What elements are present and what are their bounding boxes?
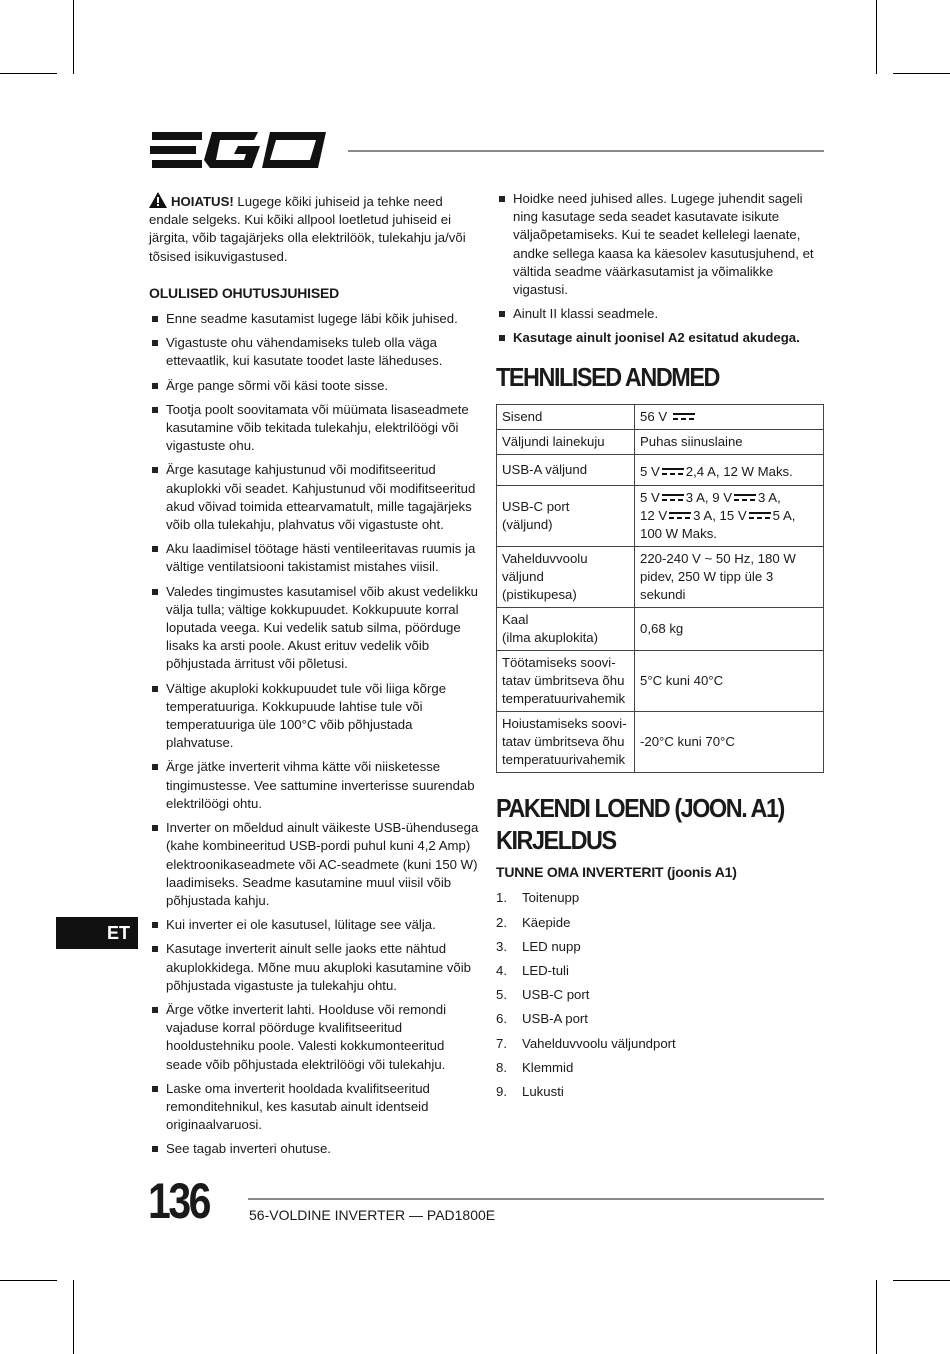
warning-label: HOIATUS! [171,194,234,209]
crop-mark [0,1280,57,1281]
header-rule [348,150,824,152]
table-row [497,607,824,650]
description-subheading: TUNNE OMA INVERTERIT (joonis A1) [496,864,737,881]
table-row [497,429,824,454]
crop-mark [876,0,877,74]
footer-title: 56-VOLDINE INVERTER — PAD1800E [249,1207,496,1223]
spec-label: Töötamiseks soovi- tatav ümbritseva õhu temperatuurivahemik [497,650,635,711]
list-item: Valedes tingimustes kasutamisel võib akust vedelikku välja tulla; vältige kokkupuudet. Kokkupuute korral loputada veega. Kui vedelik satub silma, pöörduge lisaks ka arsti poole. Akust erituv vedelik võib põhjustada ärritust või põletusi. [149,583,479,674]
safety-heading: OLULISED OHUTUSJUHISED [149,284,340,301]
safety-list-continued [496,190,824,348]
list-item: Vältige akuploki kokkupuudet tule või liiga kõrge temperatuuriga. Kokkupuude lahtise tule või temperatuuriga üle 100°C võib põhjustada plahvatuse. [149,680,479,753]
page-number: 136 [148,1173,210,1229]
list-item: Aku laadimisel töötage hästi ventileeritavas ruumis ja vältige ventilatsiooni takistamist mistahes viisil. [149,540,479,576]
dc-symbol-icon [662,494,684,502]
spec-label: Väljundi lainekuju [497,429,635,454]
table-row [497,485,824,546]
list-item: Kasutage ainult joonisel A2 esitatud akudega. [496,329,824,347]
safety-list [149,310,479,1159]
table-row [497,711,824,772]
list-item: Kasutage inverterit ainult selle jaoks ette nähtud akuplokkidega. Mõne muu akuploki kasutamine võib põhjustada vigastuste ja tulekahju ohtu. [149,940,479,995]
crop-mark [0,73,57,74]
spec-label: USB-A väljund [497,454,635,485]
list-item: Hoidke need juhised alles. Lugege juhendit sageli ning kasutage seda seadet kasutavate isikute väljaõpetamiseks. Kui te seadet kellelegi laenate, andke sellega kaasa ka käesolev kasutusjuhend, et vältida seadme väärkasutamist ja võimalikke vigastusi. [496,190,824,299]
parts-list [496,889,824,1101]
table-row [497,404,824,429]
spec-value: 56 V [635,404,824,429]
list-item: 9. Lukusti [496,1084,564,1100]
list-item: 6. USB-A port [496,1011,588,1027]
dc-symbol-icon [669,512,691,520]
list-item: 2. Käepide [496,914,571,930]
list-item: Tootja poolt soovitamata või müümata lisaseadmete kasutamine võib tekitada tulekahju, elektrilöögi või vigastuste ohu. [149,401,479,456]
crop-mark [893,73,950,74]
spec-value: 0,68 kg [635,607,824,650]
crop-mark [73,0,74,74]
right-column [496,190,824,1107]
spec-value: Puhas siinuslaine [635,429,824,454]
table-row [497,650,824,711]
spec-label: Vahelduvvoolu väljund (pistikupesa) [497,546,635,607]
warning-block [149,192,479,266]
list-item: Ärge pange sõrmi või käsi toote sisse. [149,377,479,395]
crop-mark [876,1280,877,1354]
spec-value: 5 V 3 A, 9 V 3 A, 12 V 3 A, 15 V 5 A, 100 W Maks. [635,485,824,546]
list-item: Ärge jätke inverterit vihma kätte või niisketesse tingimustesse. Vee sattumine inverterisse suurendab elektrilöögi ohtu. [149,758,479,813]
specs-heading: TEHNILISED ANDMED [496,361,719,392]
package-heading: PAKENDI LOEND (JOON. A1) [496,792,784,823]
spec-label: Hoiustamiseks soovi- tatav ümbritseva õhu temperatuurivahemik [497,711,635,772]
list-item: Ärge võtke inverterit lahti. Hoolduse või remondi vajaduse korral pöörduge kvalifitseeritud hooldustehniku poole. Valesti kokkumonteeritud seade võib põhjustada elektrilöögi või tulekahju. [149,1001,479,1074]
language-tab: ET [56,917,138,949]
list-item: Laske oma inverterit hooldada kvalifitseeritud remonditehnikul, kes kasutab ainult identseid originaalvaruosi. [149,1080,479,1135]
list-item: Kui inverter ei ole kasutusel, lülitage see välja. [149,916,479,934]
list-item: Inverter on mõeldud ainult väikeste USB-ühendusega (kahe kombineeritud USB-pordi puhul kuni 4,2 Amp) elektroonikaseadmete või AC-seadmete (kuni 150 W) laadimiseks. Seadme kasutamine muul viisil võib põhjustada kahju. [149,819,479,910]
ego-logo [150,128,330,172]
list-item: Vigastuste ohu vähendamiseks tuleb olla väga ettevaatlik, kui kasutate toodet laste läheduses. [149,334,479,370]
spec-label: USB-C port (väljund) [497,485,635,546]
crop-mark [73,1280,74,1354]
list-item: 5. USB-C port [496,987,590,1003]
spec-value: 220-240 V ~ 50 Hz, 180 W pidev, 250 W tipp üle 3 sekundi [635,546,824,607]
warning-text: Lugege kõiki juhiseid ja tehke need endale selgeks. Kui kõiki allpool loetletud juhiseid ei järgita, võib tagajärjeks olla elektrilöök, tulekahju ja/või tõsised isikuvigastused. [149,194,466,264]
spec-value: -20°C kuni 70°C [635,711,824,772]
spec-value: 5 V 2,4 A, 12 W Maks. [635,454,824,485]
list-item: Ärge kasutage kahjustunud või modifitseeritud akuplokki või seadet. Kahjustunud või modifitseeritud akud võivad toimida ettearvamatult, mille tagajärjeks võib olla tulekahju, plahvatus või vigastuste oht. [149,461,479,534]
list-item: Ainult II klassi seadmele. [496,305,824,323]
list-item: Enne seadme kasutamist lugege läbi kõik juhised. [149,310,479,328]
list-item: See tagab inverteri ohutuse. [149,1140,479,1158]
warning-triangle-icon [149,192,167,208]
list-item: 8. Klemmid [496,1059,574,1075]
dc-symbol-icon [734,494,756,502]
dc-symbol-icon [662,468,684,476]
spec-label: Sisend [497,404,635,429]
list-item: 1. Toitenupp [496,890,580,906]
dc-symbol-icon [673,413,695,421]
spec-label: Kaal (ilma akuplokita) [497,607,635,650]
left-column [149,192,479,1165]
dc-symbol-icon [749,512,771,520]
specs-table [496,404,824,773]
list-item: 4. LED-tuli [496,963,569,979]
footer-rule [248,1198,824,1200]
table-row [497,454,824,485]
list-item: 7. Vahelduvvoolu väljundport [496,1035,676,1051]
list-item: 3. LED nupp [496,938,581,954]
spec-value: 5°C kuni 40°C [635,650,824,711]
table-row [497,546,824,607]
description-heading: KIRJELDUS [496,825,616,856]
crop-mark [893,1280,950,1281]
